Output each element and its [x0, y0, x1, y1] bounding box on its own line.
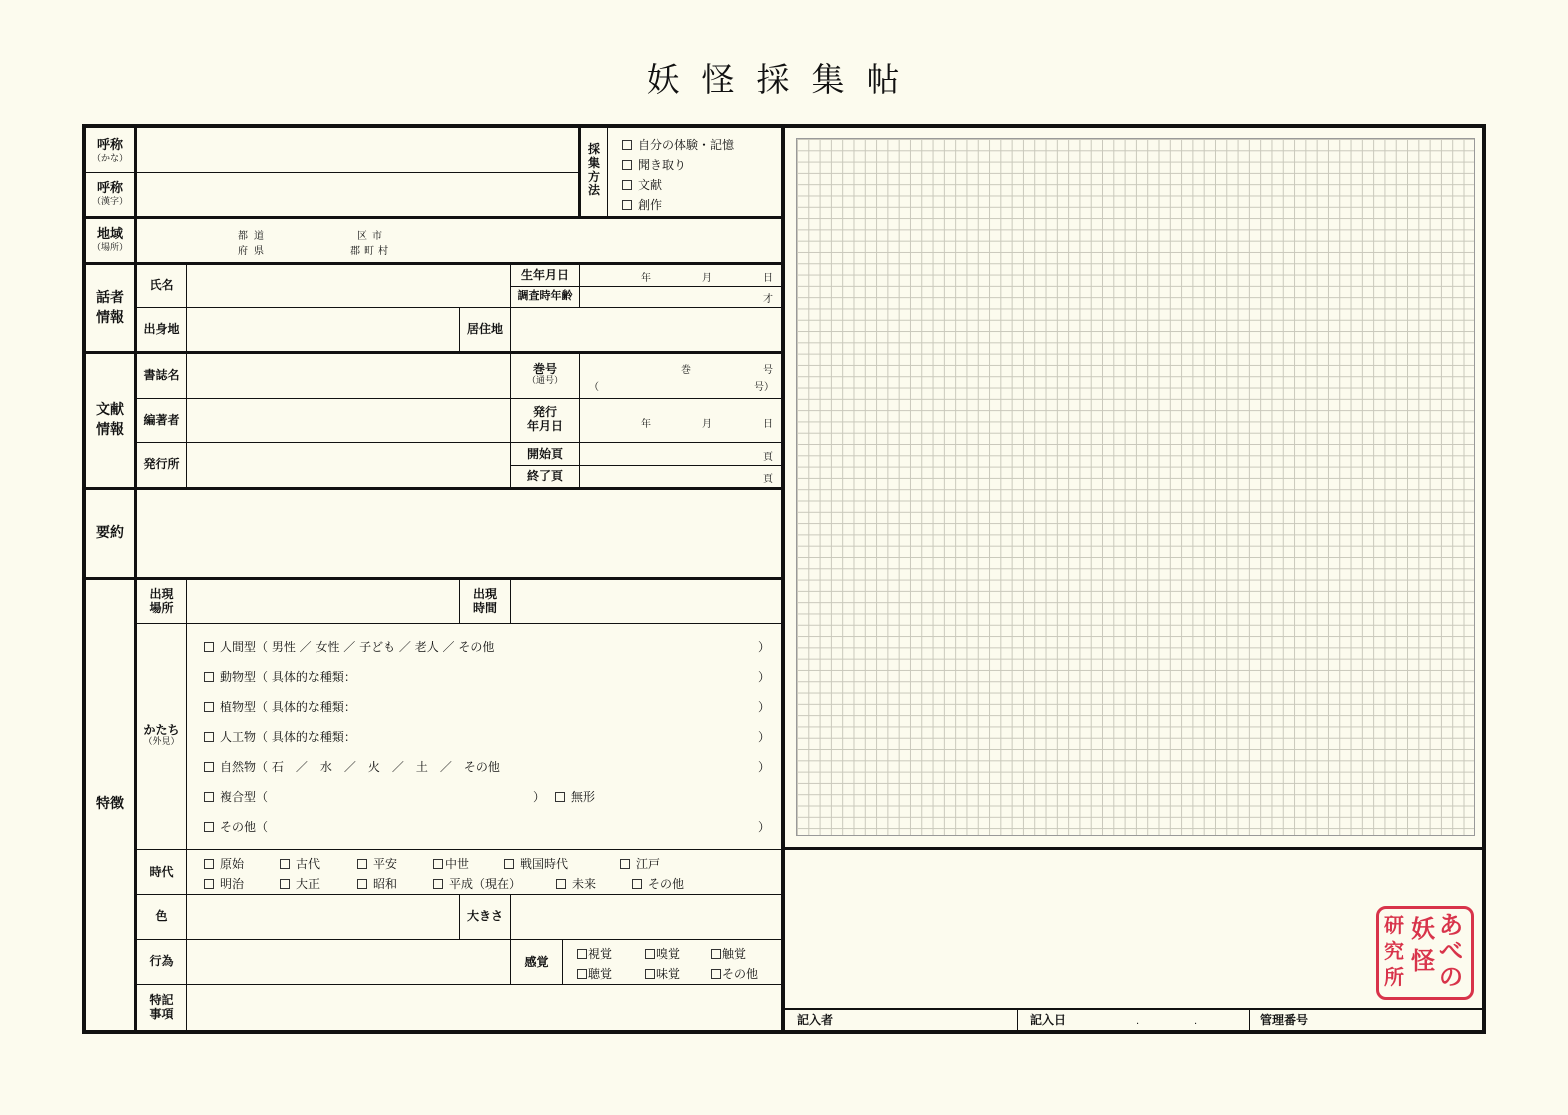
- divider: [607, 128, 608, 217]
- checkbox-icon: [577, 969, 587, 979]
- checkbox-icon: [204, 702, 214, 712]
- color-label: 色: [155, 909, 168, 923]
- place-field[interactable]: [187, 580, 459, 623]
- checkbox-icon: [577, 949, 587, 959]
- birth-label: 生年月日: [520, 268, 569, 282]
- method-option-creation[interactable]: 創作: [622, 196, 662, 213]
- action-field[interactable]: [187, 940, 510, 984]
- birth-year-unit: 年: [641, 273, 651, 284]
- checkbox-icon: [204, 792, 214, 802]
- pub-year-unit: 年: [641, 419, 651, 430]
- method-option-interview[interactable]: 聞き取り: [622, 156, 686, 173]
- sense-option[interactable]: 嗅覚: [645, 945, 680, 962]
- pub-day-unit: 日: [763, 419, 773, 430]
- publisher-label: 発行所: [143, 457, 180, 471]
- birth-month-unit: 月: [702, 273, 712, 284]
- date-separator: .: [1136, 1016, 1140, 1027]
- kanji-field[interactable]: [137, 173, 578, 216]
- shape-option-nature[interactable]: 自然物（ 石 ／ 水 ／ 火 ／ 土 ／ その他: [204, 758, 500, 775]
- sense-option[interactable]: 味覚: [645, 965, 680, 982]
- checkbox-icon: [433, 859, 443, 869]
- end-page-label: 終了頁: [526, 469, 563, 483]
- residence-field[interactable]: [511, 308, 782, 352]
- book-label: 書誌名: [143, 368, 180, 382]
- place-label: 出現 場所: [149, 587, 174, 616]
- checkbox-icon: [555, 792, 565, 802]
- checkbox-icon: [504, 859, 514, 869]
- summary-label: 要約: [96, 525, 124, 541]
- birthplace-field[interactable]: [187, 308, 459, 352]
- region-label: 地域 （場所）: [91, 227, 128, 253]
- checkbox-icon: [632, 879, 642, 889]
- number-unit: 号: [763, 365, 773, 376]
- era-option[interactable]: 平安: [357, 855, 397, 872]
- mgmt-no-label: 管理番号: [1260, 1013, 1309, 1027]
- era-option[interactable]: 原始: [204, 855, 244, 872]
- sketch-grid[interactable]: [796, 138, 1475, 836]
- checkbox-icon: [622, 180, 632, 190]
- time-label: 出現 時間: [472, 587, 497, 616]
- checkbox-icon: [556, 879, 566, 889]
- era-option[interactable]: 中世: [433, 855, 469, 872]
- summary-field[interactable]: [137, 490, 782, 577]
- serial-unit: 号）: [754, 382, 774, 393]
- volume-unit: 巻: [681, 365, 691, 376]
- unit-cho: 町: [364, 246, 374, 257]
- paren-close: ）: [758, 700, 771, 714]
- paren-close: ）: [758, 730, 771, 744]
- checkbox-icon: [280, 859, 290, 869]
- era-label: 時代: [149, 865, 174, 879]
- era-option[interactable]: 戦国時代: [504, 855, 568, 872]
- publisher-field[interactable]: [187, 443, 510, 487]
- unit-to: 都: [238, 231, 248, 242]
- checkbox-icon: [357, 859, 367, 869]
- residence-label: 居住地: [466, 322, 503, 336]
- checkbox-icon: [204, 672, 214, 682]
- kana-field[interactable]: [137, 128, 578, 172]
- method-option-experience[interactable]: 自分の体験・記憶: [622, 136, 734, 153]
- checkbox-icon: [622, 140, 632, 150]
- paren-close: ）: [758, 670, 771, 684]
- checkbox-icon: [433, 879, 443, 889]
- book-field[interactable]: [187, 354, 510, 398]
- shape-label: かたち （外見）: [143, 723, 180, 748]
- shape-option-composite[interactable]: 複合型（: [204, 788, 268, 805]
- shape-option-other[interactable]: その他（: [204, 818, 268, 835]
- color-field[interactable]: [187, 895, 459, 939]
- shape-option-formless[interactable]: 無形: [555, 788, 595, 805]
- era-option[interactable]: 古代: [280, 855, 320, 872]
- checkbox-icon: [357, 879, 367, 889]
- checkbox-icon: [204, 859, 214, 869]
- unit-gun: 郡: [350, 246, 360, 257]
- era-option[interactable]: 平成（現在）: [433, 875, 521, 892]
- editor-label: 編著者: [143, 413, 180, 427]
- sense-label: 感覚: [524, 955, 549, 969]
- pubdate-label: 発行 年月日: [526, 405, 563, 434]
- unit-son: 村: [378, 246, 388, 257]
- record-date-label: 記入日: [1030, 1013, 1067, 1027]
- checkbox-icon: [645, 949, 655, 959]
- recorder-field[interactable]: [840, 1010, 1016, 1030]
- kana-label: 呼称 （かな）: [91, 138, 128, 164]
- unit-ken: 県: [254, 246, 264, 257]
- checkbox-icon: [645, 969, 655, 979]
- era-option[interactable]: その他: [632, 875, 684, 892]
- pub-month-unit: 月: [702, 419, 712, 430]
- shape-option-human[interactable]: 人間型（ 男性 ／ 女性 ／ 子ども ／ 老人 ／ その他: [204, 638, 494, 655]
- shape-option-artifact[interactable]: 人工物（ 具体的な種類：: [204, 728, 356, 745]
- age-label: 調査時年齢: [517, 289, 573, 302]
- era-option[interactable]: 昭和: [357, 875, 397, 892]
- checkbox-icon: [204, 642, 214, 652]
- checkbox-icon: [204, 762, 214, 772]
- unit-do: 道: [254, 231, 264, 242]
- checkbox-icon: [204, 732, 214, 742]
- start-page-unit: 頁: [763, 452, 773, 463]
- era-option[interactable]: 大正: [280, 875, 320, 892]
- literature-label: 文献情報: [96, 402, 124, 439]
- name-label: 氏名: [149, 278, 174, 292]
- paren-close: ）: [758, 640, 771, 654]
- era-option[interactable]: 未来: [556, 875, 596, 892]
- checkbox-icon: [711, 949, 721, 959]
- size-label: 大きさ: [466, 909, 503, 923]
- time-field[interactable]: [511, 580, 782, 623]
- unit-fu: 府: [238, 246, 248, 257]
- checkbox-icon: [204, 822, 214, 832]
- notes-field[interactable]: [187, 985, 782, 1030]
- sense-option[interactable]: 聴覚: [577, 965, 612, 982]
- shape-option-plant[interactable]: 植物型（ 具体的な種類：: [204, 698, 356, 715]
- size-field[interactable]: [511, 895, 782, 939]
- speaker-label: 話者情報: [96, 290, 124, 327]
- end-page-unit: 頁: [763, 474, 773, 485]
- sense-option[interactable]: 視覚: [577, 945, 612, 962]
- action-label: 行為: [149, 954, 174, 968]
- checkbox-icon: [622, 160, 632, 170]
- checkbox-icon: [711, 969, 721, 979]
- checkbox-icon: [280, 879, 290, 889]
- unit-ku: 区: [357, 231, 367, 242]
- editor-field[interactable]: [187, 399, 510, 442]
- paren-close: ）: [758, 820, 771, 834]
- kanji-label: 呼称 （漢字）: [91, 181, 128, 207]
- checkbox-icon: [204, 879, 214, 889]
- start-page-label: 開始頁: [526, 447, 563, 461]
- paren-close: ）: [533, 790, 546, 804]
- page-title: 妖怪採集帖: [646, 60, 922, 99]
- shape-option-animal[interactable]: 動物型（ 具体的な種類：: [204, 668, 356, 685]
- sense-option[interactable]: 触覚: [711, 945, 746, 962]
- recorder-label: 記入者: [797, 1013, 834, 1027]
- unit-shi: 市: [372, 231, 382, 242]
- checkbox-icon: [620, 859, 630, 869]
- volume-label: 巻号 （通号）: [526, 362, 563, 387]
- birth-day-unit: 日: [763, 273, 773, 284]
- mgmt-no-field[interactable]: [1318, 1010, 1482, 1030]
- lab-stamp: あ べ の 妖 怪 研 究 所: [1376, 906, 1474, 1000]
- sense-option[interactable]: その他: [711, 965, 758, 982]
- method-label: 採集方法: [587, 142, 600, 198]
- birthplace-label: 出身地: [143, 322, 180, 336]
- serial-paren: （: [589, 382, 599, 393]
- age-unit: 才: [763, 294, 773, 305]
- date-separator: .: [1194, 1016, 1198, 1027]
- notes-label: 特記 事項: [149, 993, 174, 1022]
- method-option-literature[interactable]: 文献: [622, 176, 662, 193]
- checkbox-icon: [622, 200, 632, 210]
- paren-close: ）: [758, 760, 771, 774]
- features-label: 特徴: [96, 796, 124, 812]
- era-option[interactable]: 江戸: [620, 855, 660, 872]
- name-field[interactable]: [187, 265, 510, 307]
- era-option[interactable]: 明治: [204, 875, 244, 892]
